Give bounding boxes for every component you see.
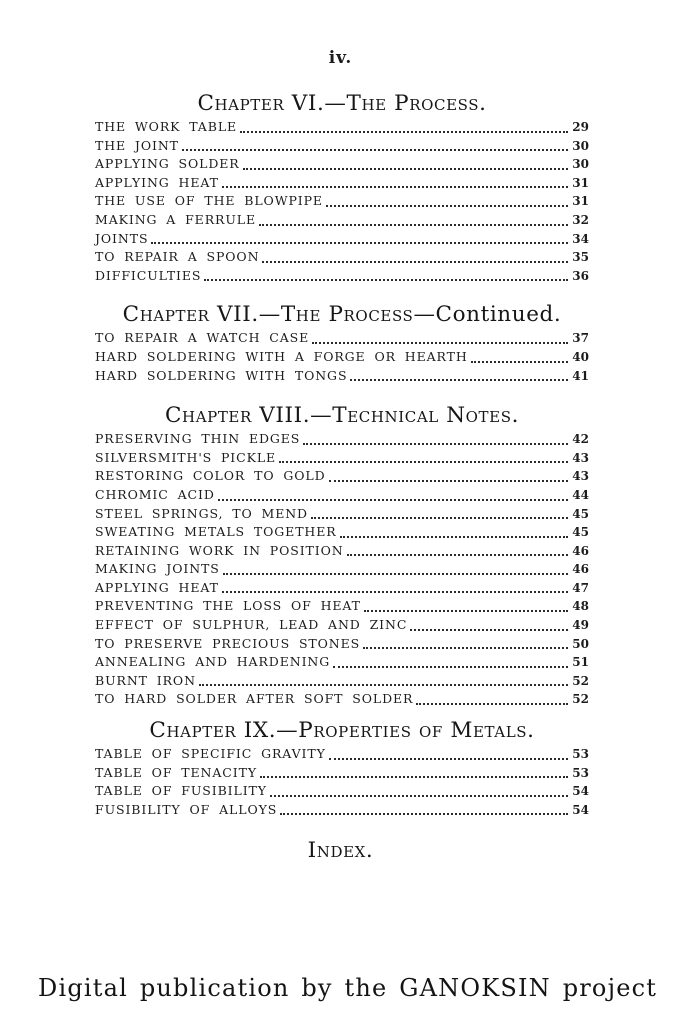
dot-leader [240, 131, 568, 133]
footer-credit: Digital publication by the GANOKSIN project [38, 974, 658, 1002]
toc-entry [95, 801, 589, 820]
dot-leader [260, 776, 568, 778]
toc-entry [95, 690, 589, 709]
toc-entry-title: PRESERVING THIN EDGES [95, 431, 301, 447]
toc-entry [95, 597, 589, 616]
toc-entry-page: 31 [572, 194, 589, 209]
dot-leader [199, 684, 568, 686]
toc-entry-title: APPLYING SOLDER [95, 156, 240, 172]
dot-leader [222, 186, 568, 188]
toc-entry [95, 764, 589, 783]
dot-leader [262, 261, 568, 263]
dot-leader [279, 461, 568, 463]
chapter-heading [95, 402, 589, 430]
chapter-heading-smallcaps: Chapter VII.—The Process [122, 302, 414, 328]
toc-entry-title: ANNEALING AND HARDENING [95, 654, 331, 670]
dot-leader [350, 379, 568, 381]
toc-entry [95, 449, 589, 468]
toc-entry [95, 560, 589, 579]
toc-entry-page: 46 [572, 543, 589, 558]
toc-entry [95, 523, 589, 542]
index-heading: Index. [307, 838, 374, 864]
toc-entry [95, 653, 589, 672]
toc-entry [95, 616, 589, 635]
toc-entry-page: 53 [572, 765, 589, 780]
toc-entry-list [95, 430, 589, 709]
toc-entry-page: 30 [572, 157, 589, 172]
toc-entry-page: 45 [572, 506, 589, 521]
toc-entry [95, 329, 589, 348]
dot-leader [312, 342, 568, 344]
toc-entry [95, 579, 589, 598]
toc-entry-title: PREVENTING THE LOSS OF HEAT [95, 598, 361, 614]
toc-entry-page: 46 [572, 562, 589, 577]
toc-section [95, 402, 589, 709]
dot-leader [311, 517, 568, 519]
toc-entry-page: 54 [572, 784, 589, 799]
toc-entry-page: 47 [572, 580, 589, 595]
toc-entry [95, 430, 589, 449]
dot-leader [347, 554, 568, 556]
toc-entry [95, 137, 589, 156]
toc-entry-page: 32 [572, 212, 589, 227]
dot-leader [340, 536, 568, 538]
toc-entry-title: TO REPAIR A WATCH CASE [95, 330, 310, 346]
toc-section [95, 301, 589, 385]
chapter-heading [95, 301, 589, 329]
toc-entry-list [95, 118, 589, 285]
dot-leader [329, 758, 568, 760]
toc-entry [95, 542, 589, 561]
toc-section [95, 717, 589, 819]
toc-section [95, 90, 589, 285]
toc-entry-page: 48 [572, 599, 589, 614]
toc-entry-title: CHROMIC ACID [95, 486, 215, 502]
toc-entry-title: RESTORING COLOR TO GOLD [95, 468, 326, 484]
toc-entry-list [95, 745, 589, 819]
toc-entry-title: TO PRESERVE PRECIOUS STONES [95, 635, 361, 651]
dot-leader [280, 813, 568, 815]
toc-entry-title: HARD SOLDERING WITH TONGS [95, 367, 348, 383]
dot-leader [243, 168, 568, 170]
toc-entry-title: TABLE OF SPECIFIC GRAVITY [95, 746, 326, 762]
page-number-folio: iv. [328, 48, 353, 68]
toc-entry-title: STEEL SPRINGS, TO MEND [95, 505, 308, 521]
dot-leader [410, 629, 568, 631]
toc-entry-page: 36 [572, 268, 589, 283]
dot-leader [416, 703, 568, 705]
dot-leader [329, 480, 569, 482]
toc-entry [95, 505, 589, 524]
toc-entry [95, 174, 589, 193]
toc-entry-title: RETAINING WORK IN POSITION [95, 542, 344, 558]
toc-entry-title: APPLYING HEAT [95, 174, 219, 190]
toc-entry-title: SWEATING METALS TOGETHER [95, 524, 337, 540]
toc-entry [95, 211, 589, 230]
toc-entry-page: 43 [572, 469, 589, 484]
dot-leader [270, 795, 568, 797]
toc-entry-page: 52 [572, 692, 589, 707]
toc-entry-title: FUSIBILITY OF ALLOYS [95, 801, 278, 817]
toc-entry-title: EFFECT OF SULPHUR, LEAD AND ZINC [95, 617, 408, 633]
toc-entry-page: 31 [572, 175, 589, 190]
toc-entry-page: 29 [572, 120, 589, 134]
toc-entry-title: TABLE OF TENACITY [95, 764, 257, 780]
toc-entry-page: 41 [572, 368, 589, 383]
dot-leader [182, 149, 568, 151]
toc-entry-title: HARD SOLDERING WITH A FORGE OR HEARTH [95, 348, 468, 364]
chapter-heading-continued: —Continued. [413, 302, 562, 328]
toc-entry [95, 745, 589, 764]
toc-entry [95, 348, 589, 367]
toc-entry-title: THE JOINT [95, 137, 179, 153]
chapter-heading-smallcaps: Chapter IX.—Properties of Metals. [149, 718, 535, 744]
dot-leader [204, 279, 568, 281]
toc-entry-page: 50 [572, 636, 589, 651]
dot-leader [471, 361, 568, 363]
dot-leader [223, 573, 568, 575]
toc-entry-page: 42 [572, 432, 589, 447]
toc-entry [95, 155, 589, 174]
toc-entry [95, 486, 589, 505]
toc-entry-title: SILVERSMITH'S PICKLE [95, 449, 277, 465]
dot-leader [151, 242, 568, 244]
toc-entry-title: MAKING A FERRULE [95, 211, 256, 227]
toc-entry-page: 43 [572, 450, 589, 465]
toc-entry-page: 40 [572, 349, 589, 364]
chapter-heading [95, 717, 589, 745]
toc-entry [95, 118, 589, 137]
toc-entry-title: BURNT IRON [95, 672, 196, 688]
table-of-contents [95, 90, 589, 819]
toc-entry-title: APPLYING HEAT [95, 579, 219, 595]
toc-entry [95, 248, 589, 267]
toc-entry [95, 782, 589, 801]
toc-entry-page: 34 [572, 231, 589, 246]
dot-leader [303, 443, 568, 445]
toc-entry-page: 44 [572, 487, 589, 502]
toc-entry [95, 367, 589, 386]
toc-entry [95, 267, 589, 286]
toc-entry-title: JOINTS [95, 230, 149, 246]
dot-leader [259, 224, 568, 226]
dot-leader [364, 610, 568, 612]
toc-entry-title: TO HARD SOLDER AFTER SOFT SOLDER [95, 691, 414, 707]
dot-leader [333, 666, 568, 668]
chapter-heading-smallcaps: Chapter VIII.—Technical Notes. [164, 403, 520, 429]
dot-leader [363, 647, 568, 649]
toc-entry [95, 635, 589, 654]
toc-entry-title: TO REPAIR A SPOON [95, 249, 260, 265]
dot-leader [326, 205, 568, 207]
toc-entry-page: 37 [572, 331, 589, 346]
toc-entry [95, 230, 589, 249]
toc-entry-page: 45 [572, 525, 589, 540]
toc-entry-title: MAKING JOINTS [95, 561, 220, 577]
toc-entry-title: THE USE OF THE BLOWPIPE [95, 193, 323, 209]
toc-entry-page: 51 [572, 655, 589, 670]
toc-entry [95, 192, 589, 211]
dot-leader [218, 499, 568, 501]
toc-entry-title: TABLE OF FUSIBILITY [95, 783, 267, 799]
toc-entry-title: DIFFICULTIES [95, 267, 202, 283]
toc-entry-page: 52 [572, 673, 589, 688]
toc-entry-title: THE WORK TABLE [95, 119, 238, 134]
toc-entry-page: 30 [572, 138, 589, 153]
chapter-heading-smallcaps: Chapter VI.—The Process. [197, 91, 487, 116]
toc-entry-page: 54 [572, 802, 589, 817]
toc-entry-page: 53 [572, 747, 589, 762]
toc-entry-page: 35 [572, 250, 589, 265]
toc-entry [95, 672, 589, 691]
toc-entry-page: 49 [572, 618, 589, 633]
chapter-heading [95, 90, 589, 118]
toc-entry-list [95, 329, 589, 385]
toc-entry [95, 467, 589, 486]
dot-leader [222, 591, 568, 593]
